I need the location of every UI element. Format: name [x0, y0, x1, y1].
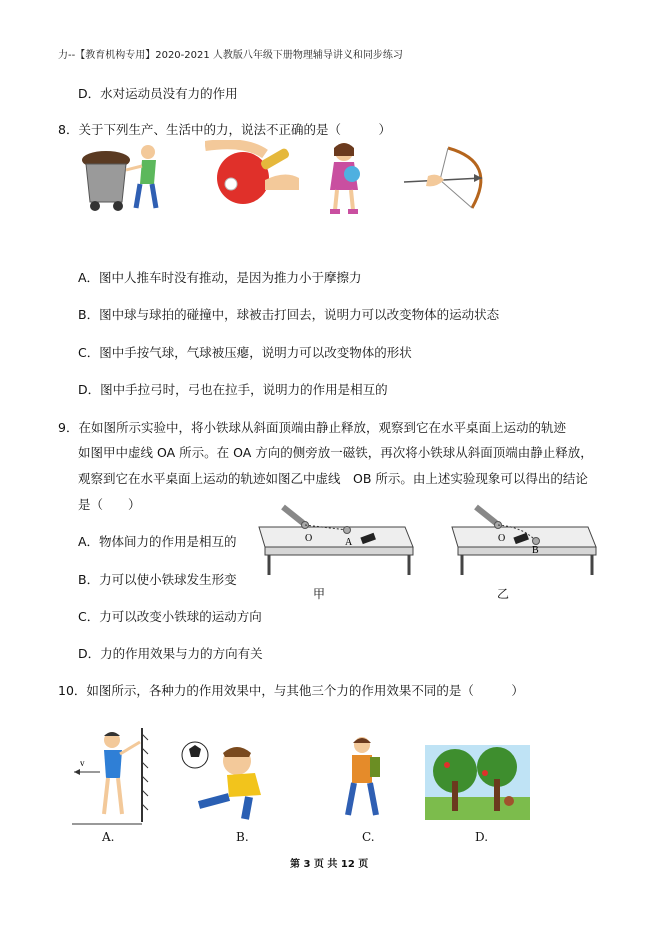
- q9-stem-line-4: 是（ ）: [78, 497, 141, 512]
- table-figure-jia: [255, 497, 415, 579]
- page-header: 力--【教育机构专用】2020-2021 人教版八年级下册物理辅导讲义和同步练习: [58, 50, 403, 61]
- q10-caption-d: D.: [475, 830, 489, 844]
- q10-stem: 10．如图所示，各种力的作用效果中，与其他三个力的作用效果不同的是（ ）: [58, 683, 524, 698]
- backpack-boy-figure: [338, 735, 388, 823]
- q8-stem: 8．关于下列生产、生活中的力，说法不正确的是（ ）: [58, 122, 391, 137]
- wall-push-figure: [70, 726, 150, 828]
- push-cart-figure: [78, 140, 168, 215]
- label-o-yi: O: [498, 533, 506, 544]
- caption-jia: 甲: [313, 587, 326, 601]
- q10-caption-b: B.: [236, 830, 249, 844]
- q8-option-b: B．图中球与球拍的碰撞中，球被击打回去，说明力可以改变物体的运动状态: [78, 307, 500, 322]
- q8-option-a: A．图中人推车时没有推动，是因为推力小于摩擦力: [78, 270, 362, 285]
- bow-figure: [400, 142, 500, 212]
- q8-option-d: D．图中手拉弓时，弓也在拉手，说明力的作用是相互的: [78, 382, 388, 397]
- q8-option-c: C．图中手按气球，气球被压瘪，说明力可以改变物体的形状: [78, 345, 412, 360]
- q9-option-c: C．力可以改变小铁球的运动方向: [78, 609, 262, 624]
- q10-caption-c: C.: [362, 830, 375, 844]
- label-b: B: [532, 545, 539, 556]
- q10-caption-a: A.: [102, 830, 115, 844]
- q9-stem-line-2: 如图甲中虚线 OA 所示。在 OA 方向的侧旁放一磁铁，再次将小铁球从斜面顶端由静止释放，: [78, 445, 593, 460]
- caption-yi: 乙: [497, 587, 510, 601]
- q9-stem-line-1: 9．在如图所示实验中，将小铁球从斜面顶端由静止释放，观察到它在水平桌面上运动的轨迹: [58, 420, 566, 435]
- balloon-girl-figure: [322, 140, 372, 218]
- v-label: v: [80, 758, 85, 768]
- q9-option-a: A．物体间力的作用是相互的: [78, 534, 237, 549]
- q9-option-b: B．力可以使小铁球发生形变: [78, 572, 237, 587]
- page-footer: 第 3 页 共 12 页: [290, 859, 369, 870]
- ping-pong-figure: [205, 140, 300, 210]
- table-figure-yi: [448, 497, 608, 579]
- q9-option-d: D．力的作用效果与力的方向有关: [78, 646, 263, 661]
- label-o-jia: O: [305, 533, 313, 544]
- label-a: A: [345, 537, 353, 548]
- kick-ball-figure: [175, 735, 275, 823]
- q9-stem-line-3: 观察到它在水平桌面上运动的轨迹如图乙中虚线 OB 所示。由上述实验现象可以得出的结论: [78, 471, 588, 486]
- q7-option-d: D．水对运动员没有力的作用: [78, 86, 238, 101]
- tree-scene-figure: [425, 745, 530, 820]
